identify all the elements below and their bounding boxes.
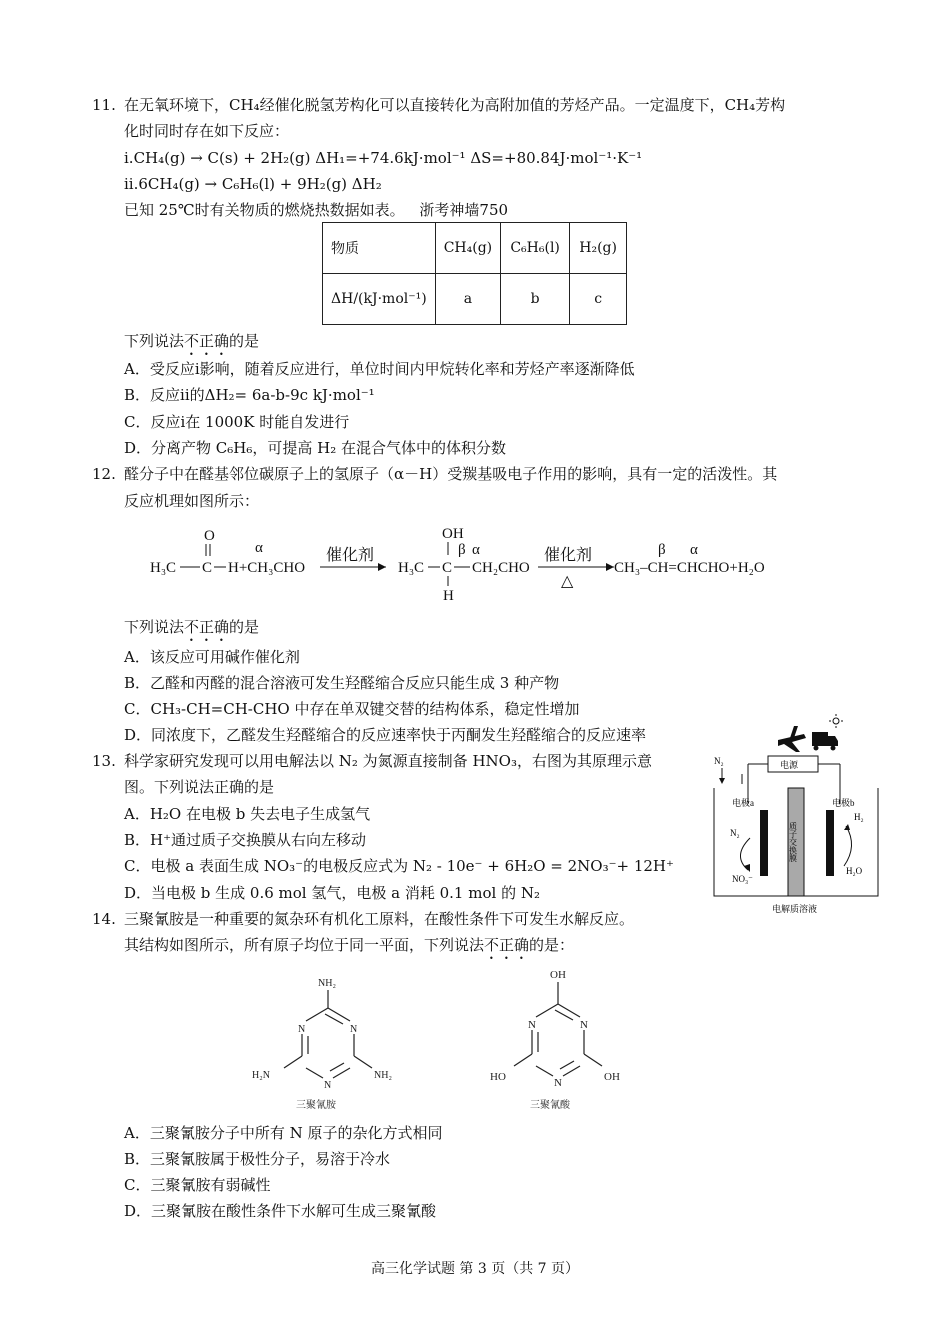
- catalyst-label-1: 催化剂: [326, 547, 375, 564]
- q11-reaction-ii: ii.6CH₄(g) → C₆H₆(l) + 9H₂(g) ΔH₂: [124, 175, 382, 193]
- q12-number: 12.: [92, 465, 116, 483]
- q11-option-d: D．分离产物 C₆H₆，可提高 H₂ 在混合气体中的体积分数: [124, 439, 507, 457]
- watermark-text: 浙考神墙750: [419, 201, 509, 219]
- amino-left-label: H₂N: [252, 1070, 270, 1081]
- q11-stem-line1: 在无氧环境下，CH₄经催化脱氢芳构化可以直接转化为高附加值的芳烃产品。一定温度下，CH₄芳构: [124, 96, 786, 114]
- melamine-structure: [240, 968, 410, 1114]
- q14-stem-line2: [124, 934, 574, 963]
- amino-right-label: NH₂: [374, 1070, 392, 1081]
- q14-option-a: A．三聚氰胺分子中所有 N 原子的杂化方式相同: [124, 1124, 443, 1142]
- q11-ask-post: 的是: [229, 332, 260, 350]
- table-cell: c: [570, 274, 627, 325]
- table-cell: ΔH/(kJ·mol⁻¹): [323, 274, 436, 325]
- q11-reaction-i: i.CH₄(g) → C(s) + 2H₂(g) ΔH₁=+74.6kJ·mol⁻¹ ΔS=+80.84J·mol⁻¹·K⁻¹: [124, 149, 643, 167]
- electrode-a: [760, 810, 768, 876]
- q12-option-b: B．乙醛和丙醛的混合溶液可发生羟醛缩合反应只能生成 3 种产物: [124, 674, 560, 692]
- heat-symbol: △: [561, 573, 574, 590]
- q11-ask-emphasis: 不正确: [184, 332, 230, 350]
- alpha-mark: α: [472, 542, 480, 558]
- electrode-b-label: 电极b: [832, 798, 855, 808]
- airplane-icon: [778, 726, 806, 752]
- q12-stem-line2: 反应机理如图所示：: [124, 492, 260, 510]
- q12-ask-pre: 下列说法: [124, 618, 185, 636]
- q11-stem-line2: 化时同时存在如下反应：: [124, 122, 290, 140]
- methyl-left-label: H₃C: [150, 560, 177, 576]
- q12-option-c: C．CH₃-CH=CH-CHO 中存在单双键交替的结构体系，稳定性增加: [124, 700, 580, 718]
- table-cell: H₂(g): [570, 223, 627, 274]
- q13-number: 13.: [92, 752, 116, 770]
- q12-ask-post: 的是: [229, 618, 260, 636]
- q11-option-a: A．受反应i影响，随着反应进行，单位时间内甲烷转化率和芳烃产率逐渐降低: [124, 360, 635, 378]
- aldol-reaction-scheme: [140, 522, 820, 606]
- ring-nitrogen-label: N: [528, 1019, 536, 1031]
- ring-nitrogen-label: N: [554, 1077, 562, 1089]
- q12-option-d: D．同浓度下，乙醛发生羟醛缩合的反应速率快于丙酮发生羟醛缩合的反应速率: [124, 726, 647, 744]
- central-carbon-label: C: [442, 560, 453, 576]
- hydrogen-bottom-label: H: [443, 588, 454, 604]
- q13-option-a: A．H₂O 在电极 b 失去电子生成氢气: [124, 805, 371, 823]
- q14-option-b: B．三聚氰胺属于极性分子，易溶于冷水: [124, 1150, 391, 1168]
- q11-ask: [124, 330, 259, 359]
- q11-ask-pre: 下列说法: [124, 332, 185, 350]
- q13-option-c: C．电极 a 表面生成 NO₃⁻的电极反应式为 N₂ - 10e⁻ + 6H₂O = 2NO₃⁻+ 12H⁺: [124, 857, 674, 875]
- acetaldehyde-label: H+CH₃CHO: [228, 560, 306, 576]
- q14-stem-pre: 其结构如图所示，所有原子均位于同一平面，下列说法: [124, 936, 485, 954]
- q11-known-text: 已知 25℃时有关物质的燃烧热数据如表。: [124, 201, 405, 219]
- q12-ask: [124, 616, 259, 645]
- combustion-heat-table: [322, 222, 627, 325]
- table-cell: a: [435, 274, 500, 325]
- hydrogen-label: H₂: [854, 812, 864, 822]
- n2-side-label: N₂: [730, 828, 740, 838]
- q13-option-b: B．H⁺通过质子交换膜从右向左移动: [124, 831, 367, 849]
- electrolysis-cell-diagram: [708, 712, 884, 920]
- q13-stem-line1: 科学家研究发现可以用电解法以 N₂ 为氮源直接制备 HNO₃，右图为其原理示意: [124, 752, 652, 770]
- alpha-mark: α: [255, 540, 263, 556]
- table-cell: CH₄(g): [435, 223, 500, 274]
- sun-icon: [829, 714, 843, 728]
- methyl-mid-label: H₃C: [398, 560, 425, 576]
- q11-option-c: C．反应i在 1000K 时能自发进行: [124, 413, 350, 431]
- table-row: [323, 274, 627, 325]
- ring-nitrogen-label: N: [324, 1080, 332, 1091]
- ring-nitrogen-label: N: [350, 1024, 358, 1035]
- melamine-caption: 三聚氰胺: [296, 1100, 336, 1111]
- q12-option-a: A．该反应可用碱作催化剂: [124, 648, 300, 666]
- hydroxyl-left-label: HO: [490, 1071, 506, 1083]
- q11-number: 11.: [92, 96, 116, 114]
- q14-option-c: C．三聚氰胺有弱碱性: [124, 1176, 271, 1194]
- hydroxyl-top-label: OH: [550, 969, 566, 981]
- ch2cho-label: CH₂CHO: [472, 560, 530, 576]
- table-cell: 物质: [323, 223, 436, 274]
- beta-mark: β: [658, 542, 666, 558]
- ring-nitrogen-label: N: [580, 1019, 588, 1031]
- cyanuric-caption: 三聚氰酸: [530, 1100, 570, 1111]
- electrode-b: [826, 810, 834, 876]
- carbonyl-oxygen-label: O: [204, 528, 215, 544]
- q12-ask-emphasis: 不正确: [184, 618, 230, 636]
- water-label: H₂O: [846, 866, 863, 876]
- table-header-row: [323, 223, 627, 274]
- q13-option-d: D．当电极 b 生成 0.6 mol 氢气，电极 a 消耗 0.1 mol 的 N₂: [124, 884, 540, 902]
- q14-ask-emphasis: 不正确: [484, 936, 530, 954]
- beta-mark: β: [458, 542, 466, 558]
- q13-stem-line2: 图。下列说法正确的是: [124, 778, 275, 796]
- nitrate-label: NO₃⁻: [732, 874, 753, 884]
- carbonyl-carbon-label: C: [202, 560, 213, 576]
- amino-top-label: NH₂: [318, 978, 336, 989]
- table-cell: b: [501, 274, 570, 325]
- membrane-label: 质子交换膜: [788, 822, 798, 862]
- electrode-a-label: 电极a: [732, 798, 754, 808]
- page-footer: 高三化学试题 第 3 页（共 7 页）: [370, 1261, 580, 1277]
- catalyst-label-2: 催化剂: [544, 547, 593, 564]
- q11-known-data: [124, 199, 508, 221]
- q14-number: 14.: [92, 910, 116, 928]
- electrolyte-label: 电解质溶液: [772, 904, 818, 914]
- q14-stem-line1: 三聚氰胺是一种重要的氮杂环有机化工原料，在酸性条件下可发生水解反应。: [124, 910, 635, 928]
- table-cell: C₆H₆(l): [501, 223, 570, 274]
- q14-ask-post: 的是：: [529, 936, 575, 954]
- alpha-mark: α: [690, 542, 698, 558]
- hydroxyl-right-label: OH: [604, 1071, 620, 1083]
- crotonaldehyde-label: CH₃–CH=CHCHO+H₂O: [614, 560, 765, 576]
- truck-icon: [812, 732, 838, 751]
- n2-inlet-label: N₂: [714, 756, 724, 766]
- q14-option-d: D．三聚氰胺在酸性条件下水解可生成三聚氰酸: [124, 1202, 437, 1220]
- cyanuric-acid-structure: [470, 962, 640, 1114]
- q12-stem-line1: 醛分子中在醛基邻位碳原子上的氢原子（α－H）受羰基吸电子作用的影响，具有一定的活泼性。其: [124, 465, 778, 483]
- power-supply-label: 电源: [780, 760, 799, 770]
- q11-option-b: B．反应ii的ΔH₂= 6a-b-9c kJ·mol⁻¹: [124, 386, 375, 404]
- hydroxyl-label: OH: [442, 526, 464, 542]
- ring-nitrogen-label: N: [298, 1024, 306, 1035]
